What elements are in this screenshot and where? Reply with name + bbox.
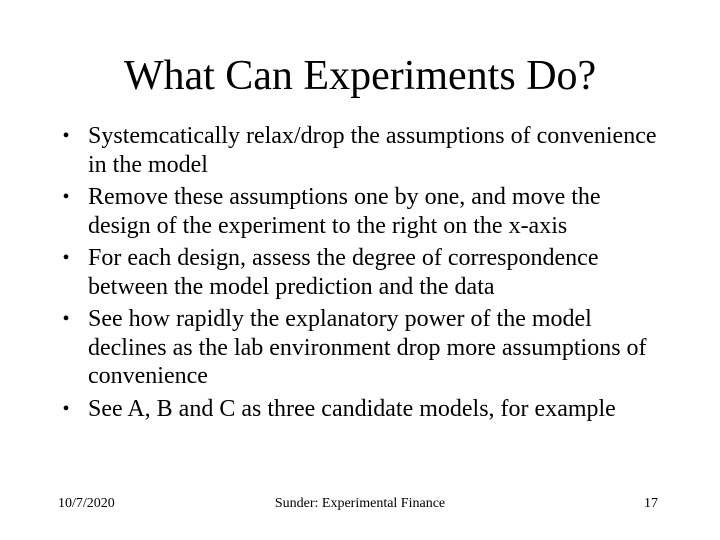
- bullet-icon: •: [62, 247, 70, 269]
- page-number: 17: [644, 496, 658, 511]
- bullet-icon: •: [62, 308, 70, 330]
- bullet-text: Remove these assumptions one by one, and move the design of the experiment to the right on the x-axis: [88, 184, 601, 239]
- bullet-item: [56, 183, 666, 240]
- bullet-item: [56, 305, 666, 391]
- bullet-item: [56, 122, 666, 179]
- bullet-text: See how rapidly the explanatory power of the model declines as the lab environment drop more assumptions of convenience: [88, 306, 647, 389]
- bullet-item: [56, 244, 666, 301]
- bullet-icon: •: [62, 397, 70, 420]
- bullet-text: Systemcatically relax/drop the assumptions of convenience in the model: [88, 123, 657, 178]
- bullet-item: [56, 395, 666, 424]
- bullet-icon: •: [62, 125, 70, 147]
- bullet-icon: •: [62, 186, 70, 208]
- bullet-text: For each design, assess the degree of correspondence between the model prediction and the data: [88, 245, 599, 300]
- footer-date: 10/7/2020: [58, 496, 115, 511]
- slide-title: What Can Experiments Do?: [123, 53, 597, 99]
- bullet-list: [56, 122, 666, 427]
- footer-title: Sunder: Experimental Finance: [274, 496, 446, 511]
- bullet-text: See A, B and C as three candidate models, for example: [88, 395, 616, 422]
